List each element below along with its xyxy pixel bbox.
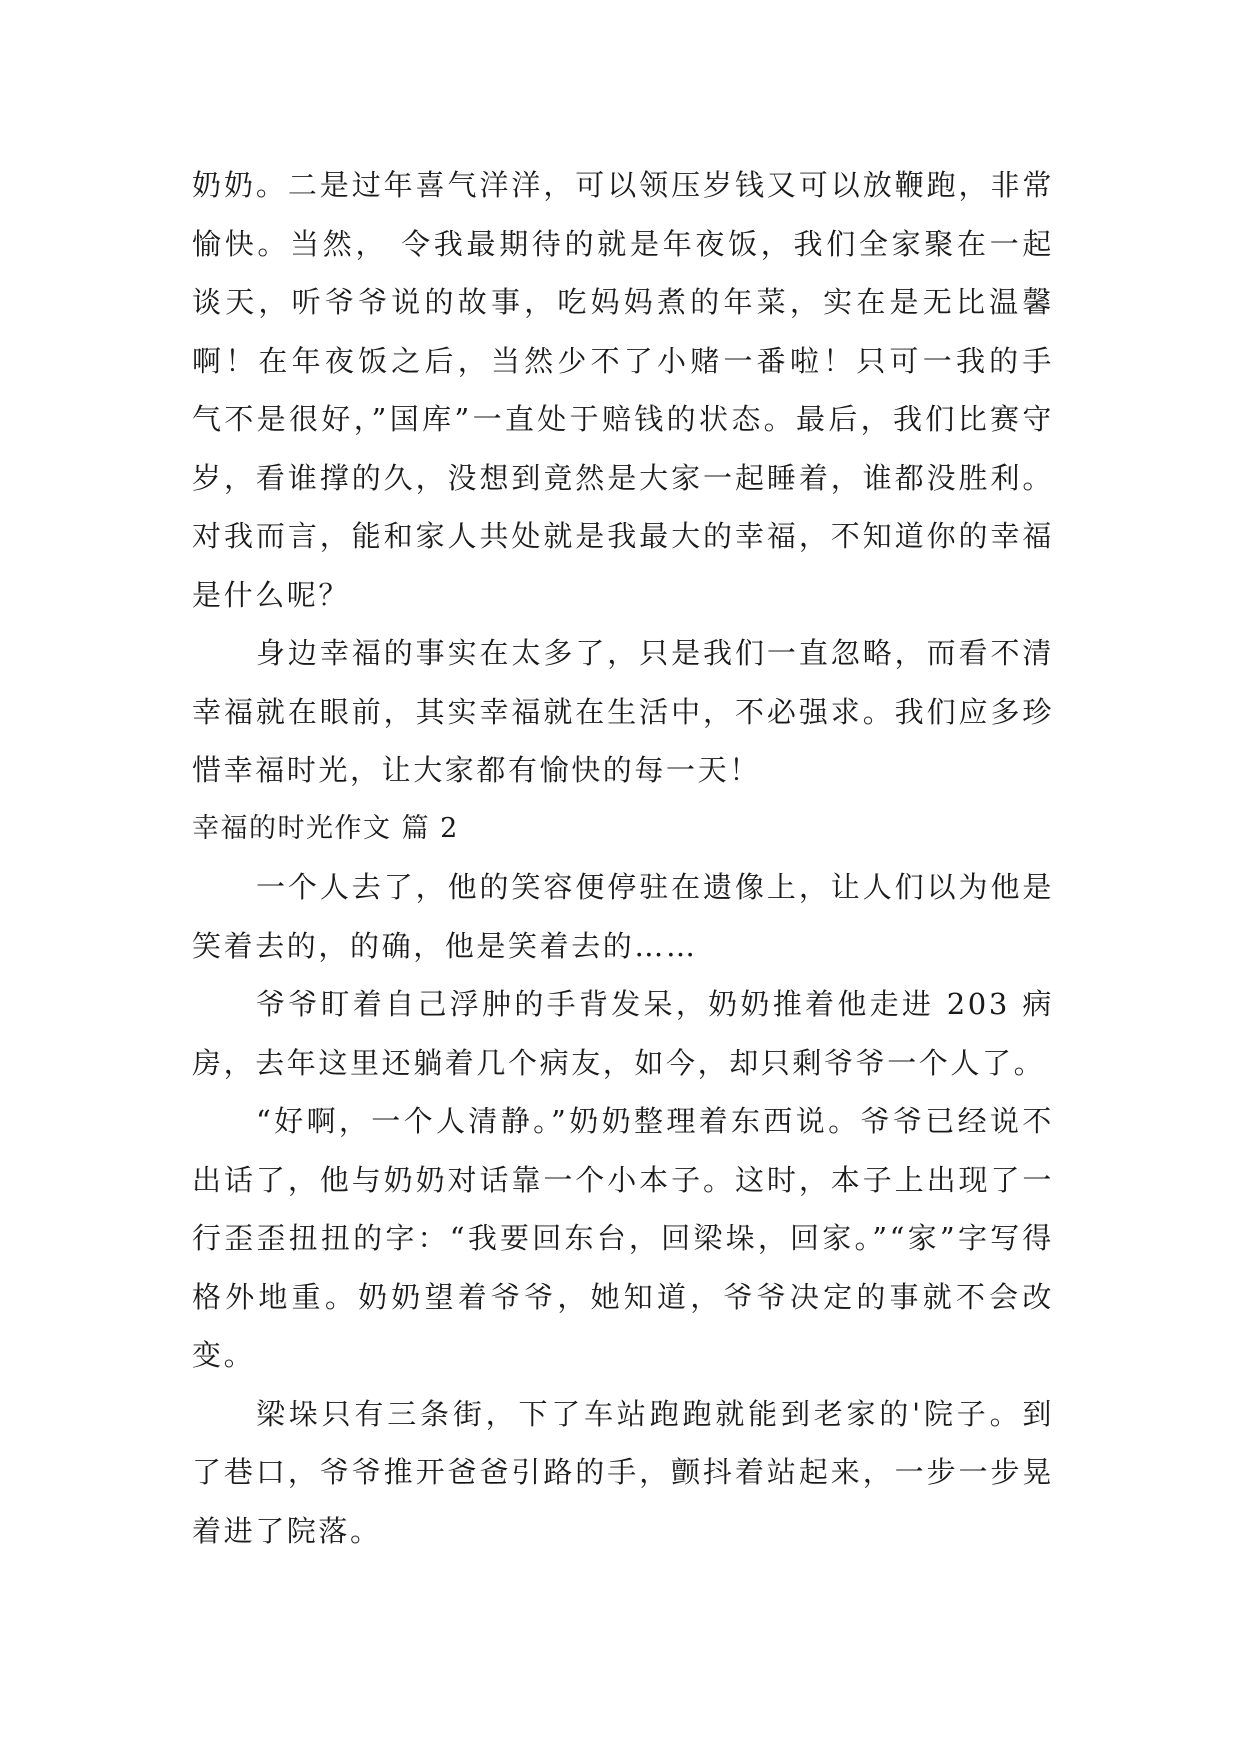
paragraph-conclusion: 身边幸福的事实在太多了，只是我们一直忽略，而看不清幸福就在眼前，其实幸福就在生活中，不必强求。我们应多珍惜幸福时光，让大家都有愉快的每一天！: [192, 636, 1054, 787]
paragraph-notebook: “好啊，一个人清静。”奶奶整理着东西说。爷爷已经说不出话了，他与奶奶对话靠一个小本子。这时，本子上出现了一行歪歪扭扭的字：“我要回东台，回梁垛，回家。”“家”字写得格外地重。奶奶望着爷爷，她知道，爷爷决定的事就不会改变。: [192, 1104, 1054, 1372]
paragraph-opening: 一个人去了，他的笑容便停驻在遗像上，让人们以为他是笑着去的，的确，他是笑着去的……: [192, 870, 1054, 963]
paragraph-hospital: 爷爷盯着自己浮肿的手背发呆，奶奶推着他走进 203 病房，去年这里还躺着几个病友，如今，却只剩爷爷一个人了。: [192, 987, 1054, 1080]
document-body: [192, 156, 1054, 1560]
paragraph-continuation: 奶奶。二是过年喜气洋洋，可以领压岁钱又可以放鞭跑，非常愉快。当然， 令我最期待的就是年夜饭，我们全家聚在一起谈天，听爷爷说的故事，吃妈妈煮的年菜，实在是无比温馨啊！在年夜饭之后，当然少不了小赌一番啦！只可一我的手 气不是很好，”国库”一直处于赔钱的状态。最后，我们比赛守岁，看谁撑的久，没想到竟然是大家一起睡着，谁都没胜利。对我而言，能和家人共处就是我最大的幸福，不知道你的幸福是什么呢？: [192, 168, 1054, 612]
section-title: 幸福的时光作文 篇 2: [192, 812, 459, 844]
paragraph-hometown: 梁垛只有三条街，下了车站跑跑就能到老家的'院子。到了巷口，爷爷推开爸爸引路的手，颤抖着站起来，一步一步晃着进了院落。: [192, 1396, 1054, 1548]
